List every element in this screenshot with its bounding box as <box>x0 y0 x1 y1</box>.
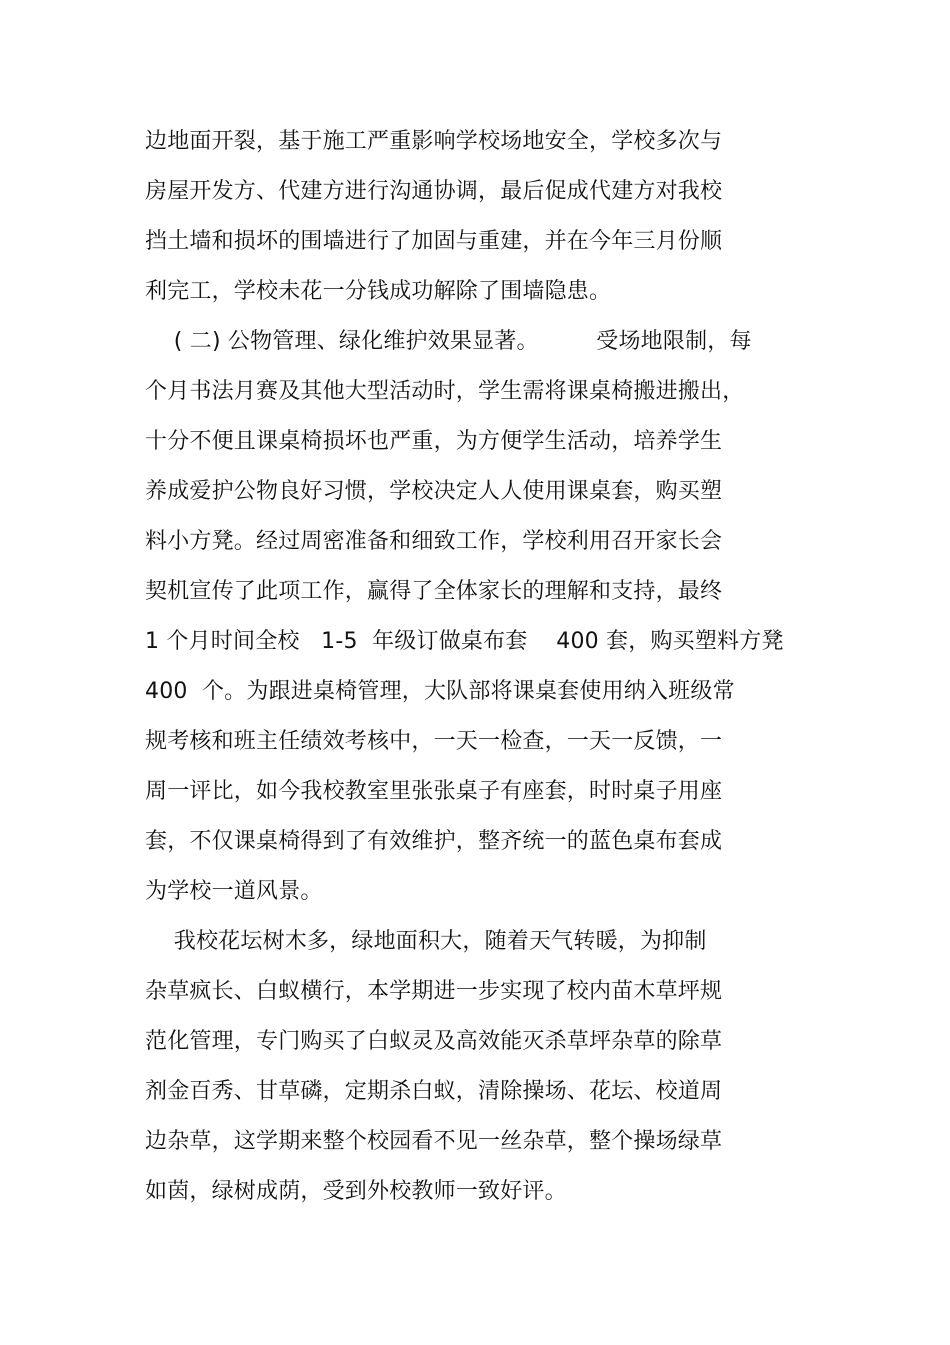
text-line-7: 十分不便且课桌椅损坏也严重，为方便学生活动，培养学生 <box>145 429 723 454</box>
text-line-2: 房屋开发方、代建方进行沟通协调，最后促成代建方对我校 <box>145 179 723 204</box>
text-line-4: 利完工，学校未花一分钱成功解除了围墙隐患。 <box>145 279 612 304</box>
text-line-3: 挡土墙和损坏的围墙进行了加固与重建，并在今年三月份顺 <box>145 229 723 254</box>
text-line-9: 料小方凳。经过周密准备和细致工作，学校利用召开家长会 <box>145 529 723 554</box>
text-line-22: 如茵，绿树成荫，受到外校教师一致好评。 <box>145 1179 567 1204</box>
text-line-20: 剂金百秀、甘草磷，定期杀白蚁，清除操场、花坛、校道周 <box>145 1079 723 1104</box>
text-line-14: 周一评比，如今我校教室里张张桌子有座套，时时桌子用座 <box>145 779 723 804</box>
text-line-10: 契机宣传了此项工作，赢得了全体家长的理解和支持，最终 <box>145 579 723 604</box>
text-line-11: 1 个月时间全校 1-5 年级订做桌布套 400 套，购买塑料方凳 <box>145 629 784 654</box>
paragraph-start-line: 我校花坛树木多，绿地面积大，随着天气转暖，为抑制 <box>145 929 707 954</box>
section-heading-line: ( 二) 公物管理、绿化维护效果显著。 受场地限制，每 <box>145 329 752 354</box>
text-line-19: 范化管理，专门购买了白蚁灵及高效能灭杀草坪杂草的除草 <box>145 1029 723 1054</box>
text-line-1: 边地面开裂，基于施工严重影响学校场地安全，学校多次与 <box>145 129 723 154</box>
text-line-18: 杂草疯长、白蚁横行，本学期进一步实现了校内苗木草坪规 <box>145 979 723 1004</box>
text-line-12: 400 个。为跟进桌椅管理，大队部将课桌套使用纳入班级常 <box>145 679 735 704</box>
text-line-6: 个月书法月赛及其他大型活动时，学生需将课桌椅搬进搬出， <box>145 379 745 404</box>
text-line-8: 养成爱护公物良好习惯，学校决定人人使用课桌套，购买塑 <box>145 479 723 504</box>
text-line-15: 套，不仅课桌椅得到了有效维护，整齐统一的蓝色桌布套成 <box>145 829 723 854</box>
text-line-21: 边杂草，这学期来整个校园看不见一丝杂草，整个操场绿草 <box>145 1129 723 1154</box>
text-line-13: 规考核和班主任绩效考核中，一天一检查，一天一反馈，一 <box>145 729 723 754</box>
text-line-16: 为学校一道风景。 <box>145 879 323 904</box>
